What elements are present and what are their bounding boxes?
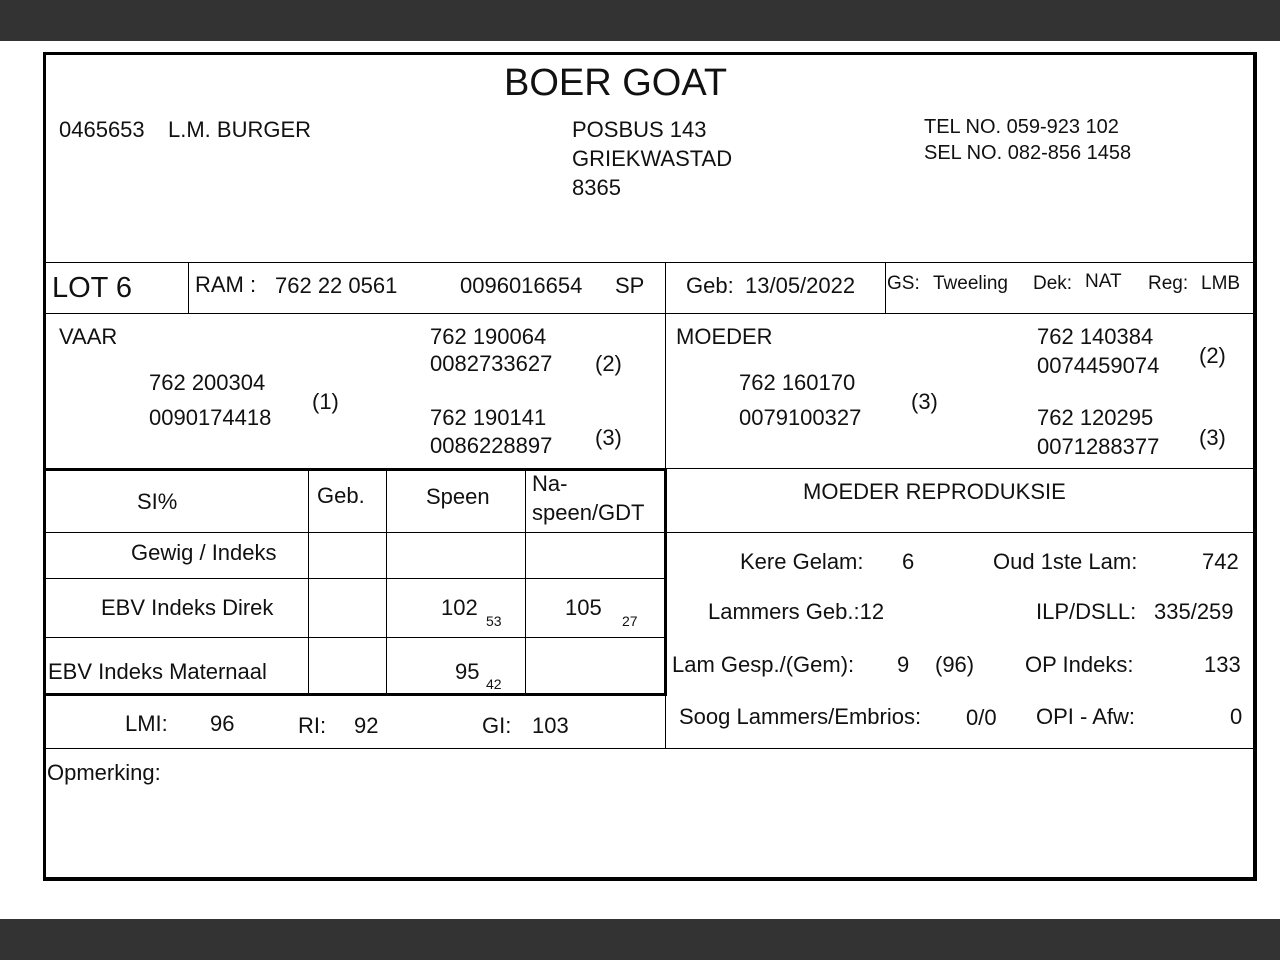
ri-label: RI: [298,713,327,738]
divider [46,468,666,471]
divider [885,262,886,313]
divider [188,262,189,313]
owner-name: L.M. BURGER [168,117,312,142]
sire-label: VAAR [59,324,118,349]
dam-sire-grade: (2) [1199,343,1226,368]
ram-label: RAM : [195,272,257,297]
lam-gesp-value: 9 [897,652,910,677]
ram-id: 762 22 0561 [275,273,398,298]
divider [664,468,667,696]
dam-sire-reg: 0074459074 [1037,353,1160,378]
dam-dam-reg: 0071288377 [1037,434,1160,459]
soog-lammers-value: 0/0 [966,705,997,730]
kere-gelam-label: Kere Gelam: [740,549,864,574]
row-label-direk: EBV Indeks Direk [101,595,274,620]
gi-value: 103 [532,713,569,738]
owner-code: 0465653 [59,117,145,142]
opi-afw-value: 0 [1230,704,1243,729]
geb-label: Geb: [686,273,734,298]
reg-value: LMB [1201,273,1241,294]
lmi-label: LMI: [125,711,168,736]
direk-naspeen-value: 105 [565,595,602,620]
lot-number: LOT 6 [52,272,133,304]
gi-label: GI: [482,713,512,738]
divider [386,470,387,694]
divider [46,748,1253,749]
si-percent-header: SI% [137,489,178,514]
maternaal-speen-accuracy: 42 [486,676,502,692]
lammers-geb: Lammers Geb.:12 [708,599,885,624]
divider [46,532,1253,533]
geb-column-header: Geb. [317,483,365,508]
dam-sire-id: 762 140384 [1037,324,1154,349]
sire-reg: 0090174418 [149,405,272,430]
lmi-value: 96 [210,711,235,736]
direk-speen-accuracy: 53 [486,613,502,629]
lam-gesp-label: Lam Gesp./(Gem): [672,652,855,677]
dek-label: Dek: [1033,273,1073,294]
kere-gelam-value: 6 [902,549,915,574]
ram-class: SP [615,273,645,298]
dam-grade: (3) [911,389,938,414]
gs-label: GS: [887,273,920,294]
bottom-bar [0,919,1280,960]
dek-value: NAT [1085,271,1122,292]
speen-column-header: Speen [426,484,490,509]
oud-1ste-lam-label: Oud 1ste Lam: [993,549,1138,574]
sel-number: SEL NO. 082-856 1458 [924,142,1132,164]
ilp-dsll-label: ILP/DSLL: [1036,599,1137,624]
dam-id: 762 160170 [739,370,856,395]
divider [46,637,666,638]
sire-dam-id: 762 190141 [430,405,547,430]
ram-reg-number: 0096016654 [460,273,583,298]
soog-lammers-label: Soog Lammers/Embrios: [679,704,922,729]
address-line-1: POSBUS 143 [572,117,707,142]
dam-dam-grade: (3) [1199,425,1226,450]
sire-sire-id: 762 190064 [430,324,547,349]
opi-afw-label: OPI - Afw: [1036,704,1136,729]
tel-number: TEL NO. 059-923 102 [924,116,1119,138]
top-bar [0,0,1280,41]
gs-value: Tweeling [933,273,1008,294]
direk-speen-value: 102 [441,595,478,620]
divider [46,693,667,696]
sire-id: 762 200304 [149,370,266,395]
naspeen-column-header-line1: Na- [532,471,568,496]
divider [46,578,666,579]
lam-gesp-gem: (96) [935,652,975,677]
naspeen-column-header-line2: speen/GDT [532,500,645,525]
dam-reg: 0079100327 [739,405,862,430]
dam-dam-id: 762 120295 [1037,405,1154,430]
divider [308,470,309,694]
divider [46,262,1253,263]
maternaal-speen-value: 95 [455,659,480,684]
reg-label: Reg: [1148,273,1189,294]
divider [525,470,526,694]
address-line-3: 8365 [572,175,621,200]
sale-catalog-card [43,52,1257,881]
ilp-dsll-value: 335/259 [1154,599,1234,624]
address-line-2: GRIEKWASTAD [572,146,733,171]
row-label-gewig: Gewig / Indeks [131,540,277,565]
op-indeks-value: 133 [1204,652,1241,677]
dam-label: MOEDER [676,324,773,349]
reproduction-title: MOEDER REPRODUKSIE [803,479,1066,504]
sire-grade: (1) [312,389,339,414]
card-title: BOER GOAT [504,62,728,104]
direk-naspeen-accuracy: 27 [622,613,638,629]
row-label-maternaal: EBV Indeks Maternaal [48,659,267,684]
sire-dam-reg: 0086228897 [430,433,553,458]
remarks-label: Opmerking: [47,760,161,785]
sire-dam-grade: (3) [595,425,622,450]
sire-sire-grade: (2) [595,351,622,376]
op-indeks-label: OP Indeks: [1025,652,1134,677]
oud-1ste-lam-value: 742 [1202,549,1239,574]
divider [666,468,1253,469]
ri-value: 92 [354,713,379,738]
divider [46,313,1253,314]
birth-date: 13/05/2022 [745,273,856,298]
sire-sire-reg: 0082733627 [430,351,553,376]
